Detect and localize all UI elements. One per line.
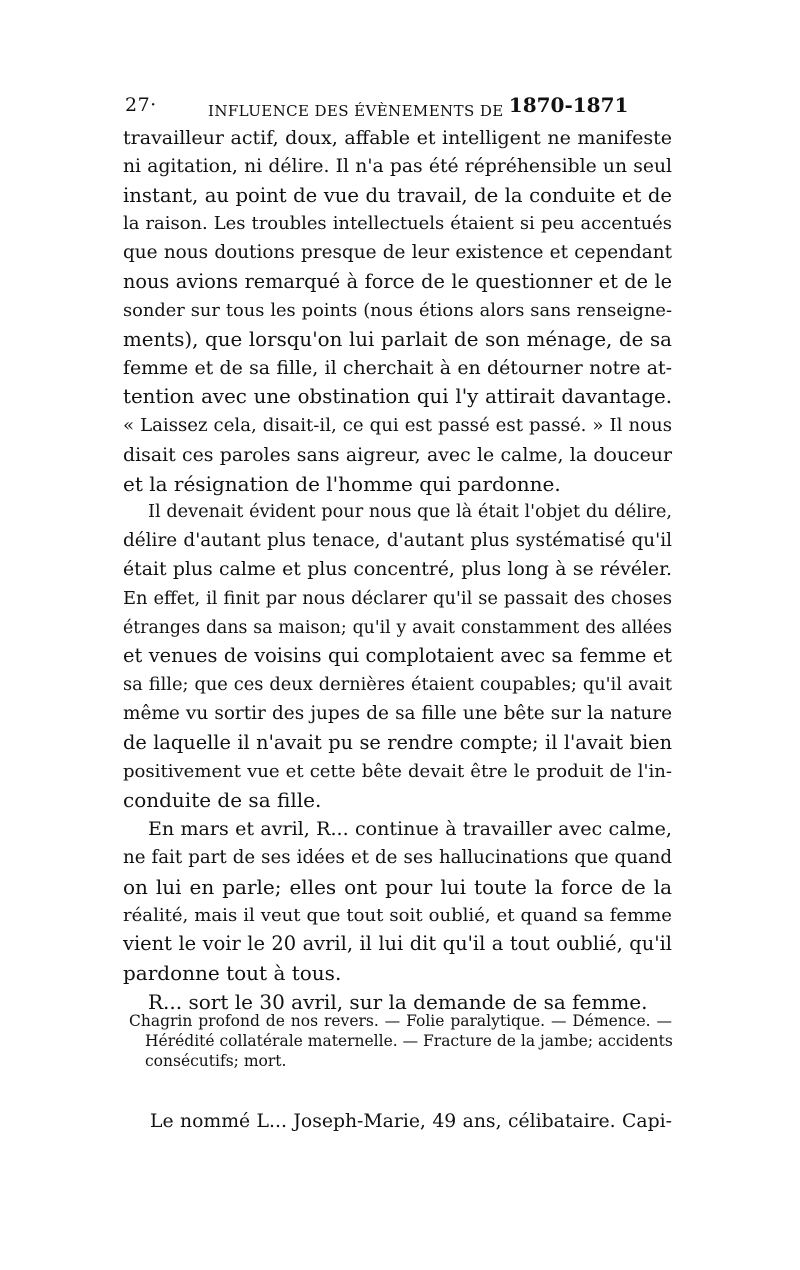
text-line: même vu sortir des jupes de sa fille une bête sur la nature bbox=[123, 702, 672, 724]
text-line: la raison. Les troubles intellectuels étaient si peu accentués bbox=[123, 213, 672, 235]
case-intro-line: Le nommé L... Joseph-Marie, 49 ans, célibataire. Capi- bbox=[150, 1111, 672, 1132]
case-intro bbox=[150, 1107, 672, 1137]
text-line: vient le voir le 20 avril, il lui dit qu'il a tout oublié, qu'il bbox=[123, 932, 672, 956]
running-head bbox=[208, 93, 629, 121]
body-text bbox=[123, 124, 672, 1017]
text-line: conduite de sa fille. bbox=[123, 788, 322, 813]
text-line: nous avions remarqué à force de le questionner et de le bbox=[123, 269, 672, 293]
summary-line: Chagrin profond de nos revers. — Folie paralytique. — Démence. — bbox=[129, 1012, 672, 1030]
text-line: sonder sur tous les points (nous étions alors sans renseigne- bbox=[123, 299, 672, 321]
text-line: En effet, il finit par nous déclarer qu'il se passait des choses bbox=[123, 587, 672, 609]
text-line: travailleur actif, doux, affable et intelligent ne manifeste bbox=[123, 127, 672, 149]
summary-line: consécutifs; mort. bbox=[145, 1052, 287, 1070]
page-number: 27· bbox=[125, 94, 157, 116]
text-line: tention avec une obstination qui l'y attirait davantage. bbox=[123, 385, 672, 409]
page-header bbox=[125, 90, 685, 120]
text-line: de laquelle il n'avait pu se rendre compte; il l'avait bien bbox=[123, 730, 672, 754]
text-line: instant, au point de vue du travail, de la conduite et de bbox=[123, 183, 672, 207]
text-line: disait ces paroles sans aigreur, avec le calme, la douceur bbox=[123, 443, 672, 466]
summary-line: Hérédité collatérale maternelle. — Fracture de la jambe; accidents bbox=[145, 1032, 673, 1050]
text-line: était plus calme et plus concentré, plus long à se révéler. bbox=[123, 558, 672, 580]
text-line: R... sort le 30 avril, sur la demande de sa femme. bbox=[148, 989, 648, 1014]
text-line: ne fait part de ses idées et de ses hallucinations que quand bbox=[123, 846, 672, 868]
text-line: pardonne tout à tous. bbox=[123, 961, 342, 986]
paragraph-3 bbox=[123, 815, 672, 988]
text-line: ni agitation, ni délire. Il n'a pas été répréhensible un seul bbox=[123, 155, 672, 177]
text-line: réalité, mais il veut que tout soit oublié, et quand sa femme bbox=[123, 904, 672, 926]
text-line: étranges dans sa maison; qu'il y avait constamment des allées bbox=[123, 617, 672, 638]
text-line: que nous doutions presque de leur existence et cependant bbox=[123, 242, 672, 264]
paragraph-2 bbox=[123, 498, 672, 815]
text-line: sa fille; que ces deux dernières étaient coupables; qu'il avait bbox=[123, 674, 672, 696]
text-line: En mars et avril, R... continue à travailler avec calme, bbox=[148, 818, 672, 841]
text-line: « Laissez cela, disait-il, ce qui est passé est passé. » Il nous bbox=[123, 414, 672, 436]
text-line: femme et de sa fille, il cherchait à en détourner notre at- bbox=[123, 357, 672, 380]
text-line: et la résignation de l'homme qui pardonne. bbox=[123, 471, 561, 496]
case-summary bbox=[129, 1011, 672, 1071]
running-head-years: 1870-1871 bbox=[508, 93, 629, 117]
text-line: ments), que lorsqu'on lui parlait de son ménage, de sa bbox=[123, 327, 672, 351]
text-line: délire d'autant plus tenace, d'autant plus systématisé qu'il bbox=[123, 530, 672, 552]
text-line: et venues de voisins qui complotaient avec sa femme et bbox=[123, 644, 672, 668]
text-line: on lui en parle; elles ont pour lui toute la force de la bbox=[123, 874, 672, 899]
text-line: Il devenait évident pour nous que là était l'objet du délire, bbox=[148, 502, 672, 523]
paragraph-1 bbox=[123, 124, 672, 498]
running-head-title: INFLUENCE DES ÉVÈNEMENTS DE bbox=[208, 102, 504, 120]
text-line: positivement vue et cette bête devait être le produit de l'in- bbox=[123, 760, 672, 782]
